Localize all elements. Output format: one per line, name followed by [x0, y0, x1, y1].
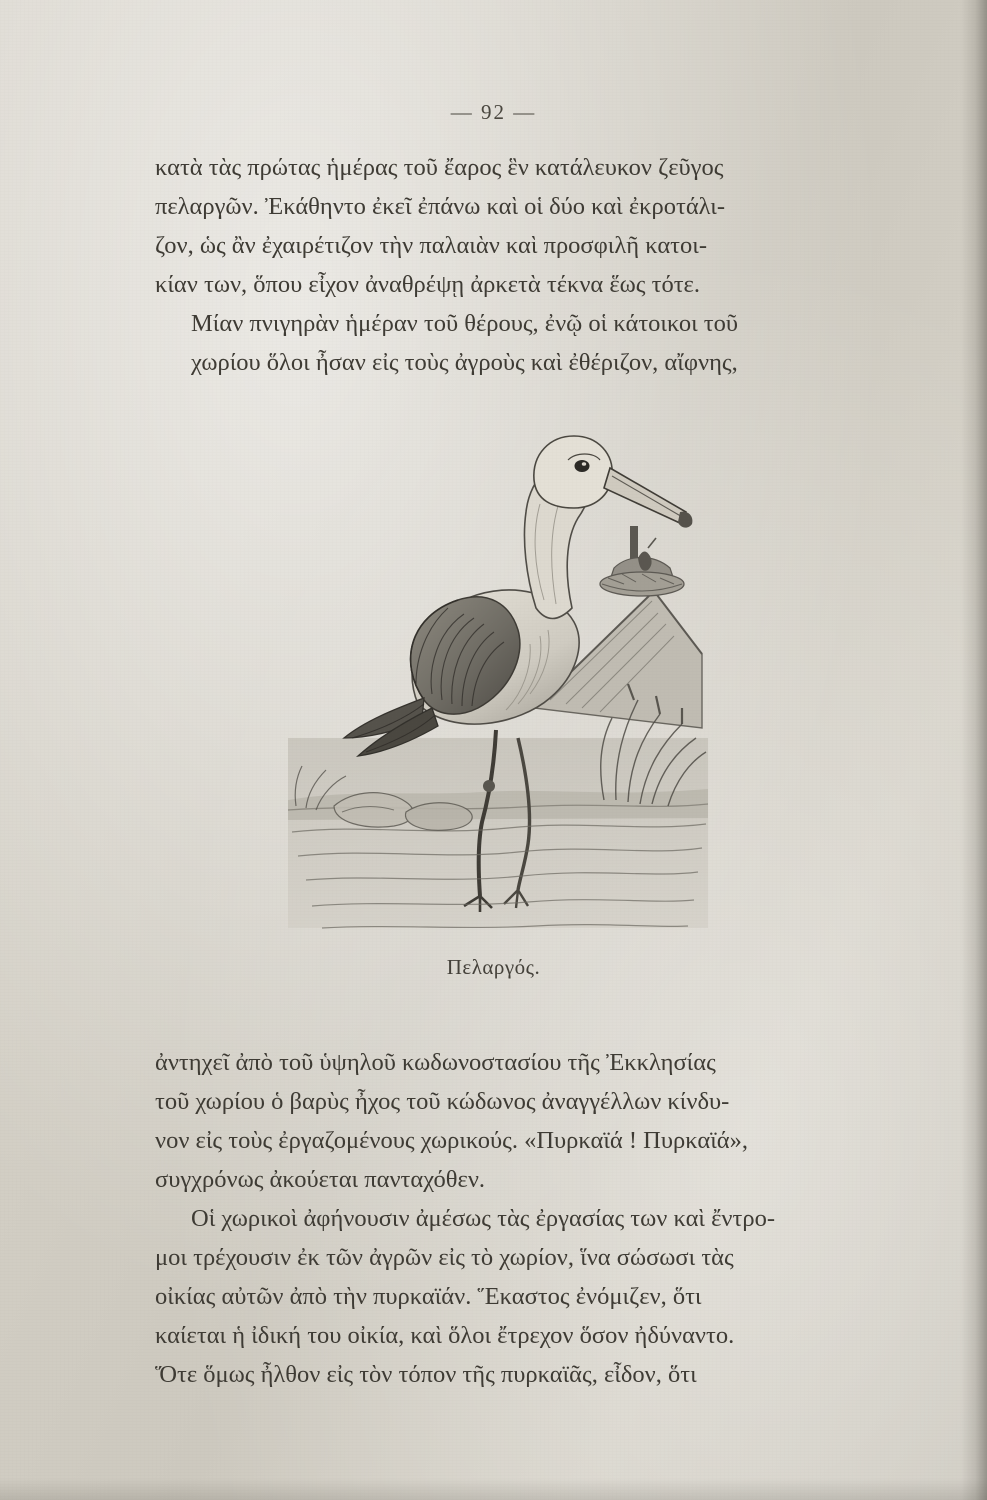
line-text: καίεται ἡ ἰδική του οἰκία, καὶ ὅλοι ἔτρεχον ὅσον ἠδύναντο. — [155, 1322, 735, 1349]
line-text: οἰκίας αὐτῶν ἀπὸ τὴν πυρκαϊάν. Ἕκαστος ἐνόμιζεν, ὅτι — [155, 1283, 702, 1310]
page-number: — 92 — — [450, 100, 537, 124]
paragraph-2 — [155, 304, 917, 382]
line-text: Μίαν πνιγηρὰν ἡμέραν τοῦ θέρους, ἐνῷ οἱ κάτοικοι τοῦ — [191, 310, 739, 337]
line-text: Οἱ χωρικοὶ ἀφήνουσιν ἀμέσως τὰς ἐργασίας των καὶ ἔντρο- — [191, 1205, 775, 1232]
text-line — [155, 187, 917, 226]
line-text: χωρίου ὅλοι ἦσαν εἰς τοὺς ἀγροὺς καὶ ἐθέριζον, αἴφνης, — [191, 349, 738, 376]
scan-bottom-shadow — [0, 1478, 987, 1500]
line-text: κίαν των, ὅπου εἶχον ἀναθρέψῃ ἀρκετὰ τέκνα ἕως τότε. — [155, 271, 700, 298]
text-line — [155, 226, 917, 265]
line-text: κατὰ τὰς πρώτας ἡμέρας τοῦ ἔαρος ἓν κατάλευκον ζεῦγος — [155, 154, 724, 181]
text-line — [155, 1238, 917, 1277]
stork-illustration — [282, 408, 714, 953]
text-line — [155, 1082, 917, 1121]
paragraph-1 — [155, 148, 917, 304]
text-line — [155, 1316, 917, 1355]
text-line — [155, 1277, 917, 1316]
line-text: πελαργῶν. Ἐκάθηντο ἐκεῖ ἐπάνω καὶ οἱ δύο καὶ ἐκροτάλι- — [155, 193, 725, 220]
figure-caption: Πελαργός. — [446, 955, 541, 979]
text-line — [155, 265, 917, 304]
text-column-bottom — [155, 1043, 917, 1394]
text-line — [155, 1160, 917, 1199]
text-line — [155, 304, 917, 343]
text-line — [155, 343, 917, 382]
text-line — [155, 1199, 917, 1238]
text-column-top — [155, 148, 917, 382]
line-text: τοῦ χωρίου ὁ βαρὺς ἦχος τοῦ κώδωνος ἀναγγέλλων κίνδυ- — [155, 1088, 730, 1115]
line-text: μοι τρέχουσιν ἐκ τῶν ἀγρῶν εἰς τὸ χωρίον, ἵνα σώσωσι τὰς — [155, 1244, 734, 1271]
text-line — [155, 1043, 917, 1082]
line-text: ζον, ὡς ἂν ἐχαιρέτιζον τὴν παλαιὰν καὶ προσφιλῆ κατοι- — [155, 232, 708, 259]
text-line — [155, 1355, 917, 1394]
line-text: Ὅτε ὅμως ἦλθον εἰς τὸν τόπον τῆς πυρκαϊᾶς, εἶδον, ὅτι — [155, 1361, 697, 1388]
line-text: νον εἰς τοὺς ἐργαζομένους χωρικούς. «Πυρκαϊά ! Πυρκαϊά», — [155, 1127, 749, 1154]
line-text: συγχρόνως ἀκούεται πανταχόθεν. — [155, 1166, 486, 1193]
text-line — [155, 1121, 917, 1160]
paragraph-4 — [155, 1199, 917, 1394]
scan-right-shadow — [961, 0, 987, 1500]
text-line — [155, 148, 917, 187]
paragraph-3 — [155, 1043, 917, 1199]
line-text: ἀντηχεῖ ἀπὸ τοῦ ὑψηλοῦ κωδωνοστασίου τῆς Ἐκκλησίας — [155, 1049, 716, 1076]
